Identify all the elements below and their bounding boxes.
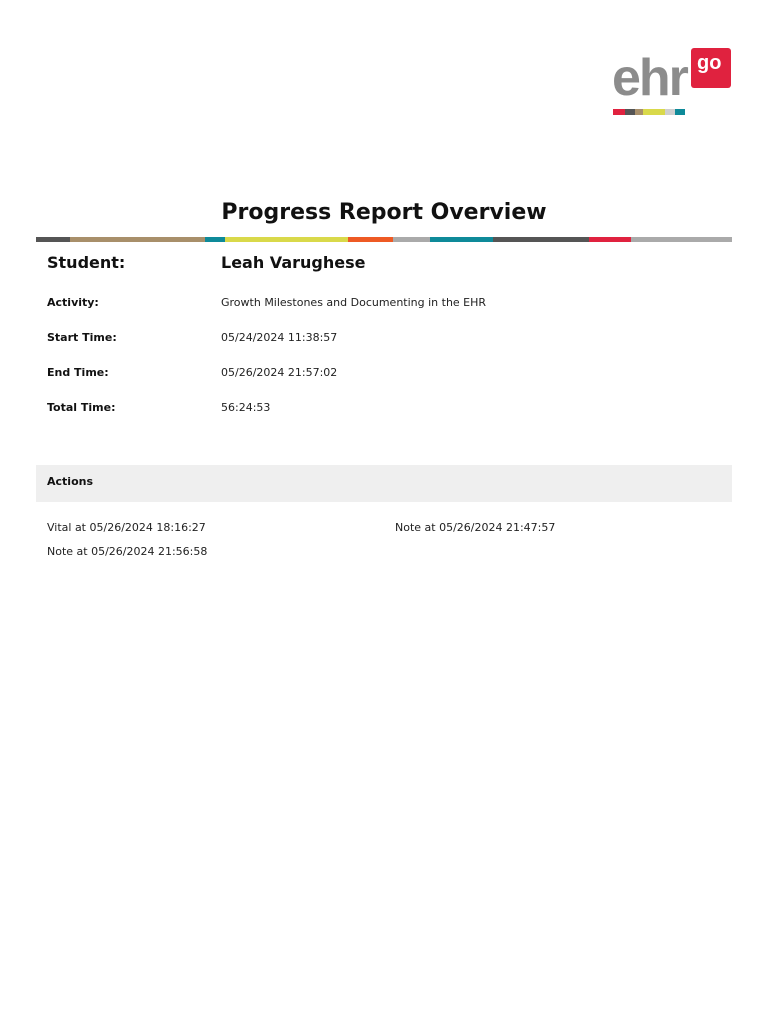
activity-label: Activity: [47, 296, 99, 309]
logo-stripe-segment [625, 109, 635, 115]
logo-badge [691, 48, 731, 88]
start-time-value: 05/24/2024 11:38:57 [221, 331, 338, 344]
rule-segment [631, 237, 732, 242]
total-time-label: Total Time: [47, 401, 116, 414]
title-color-rule [36, 237, 732, 242]
action-item: Note at 05/26/2024 21:56:58 [47, 545, 208, 558]
rule-segment [348, 237, 393, 242]
action-item: Note at 05/26/2024 21:47:57 [395, 521, 556, 534]
action-item: Vital at 05/26/2024 18:16:27 [47, 521, 206, 534]
rule-segment [36, 237, 70, 242]
student-name: Leah Varughese [221, 253, 366, 272]
actions-title: Actions [47, 475, 93, 488]
logo-stripe-segment [665, 109, 675, 115]
rule-segment [393, 237, 430, 242]
rule-segment [70, 237, 205, 242]
student-label: Student: [47, 253, 126, 272]
rule-segment [493, 237, 589, 242]
end-time-value: 05/26/2024 21:57:02 [221, 366, 338, 379]
logo-badge-text: go [697, 52, 722, 74]
end-time-label: End Time: [47, 366, 109, 379]
logo-color-stripe [613, 109, 685, 115]
logo-stripe-segment [643, 109, 665, 115]
actions-header [36, 465, 732, 502]
rule-segment [205, 237, 225, 242]
logo-stripe-segment [613, 109, 625, 115]
start-time-label: Start Time: [47, 331, 117, 344]
logo-wordmark: ehr [612, 49, 687, 107]
rule-segment [430, 237, 493, 242]
ehrgo-logo [611, 46, 735, 118]
activity-value: Growth Milestones and Documenting in the EHR [221, 296, 487, 309]
rule-segment [589, 237, 631, 242]
logo-stripe-segment [635, 109, 643, 115]
rule-segment [225, 237, 348, 242]
total-time-value: 56:24:53 [221, 401, 271, 414]
logo-stripe-segment [675, 109, 685, 115]
page-title: Progress Report Overview [221, 200, 547, 225]
